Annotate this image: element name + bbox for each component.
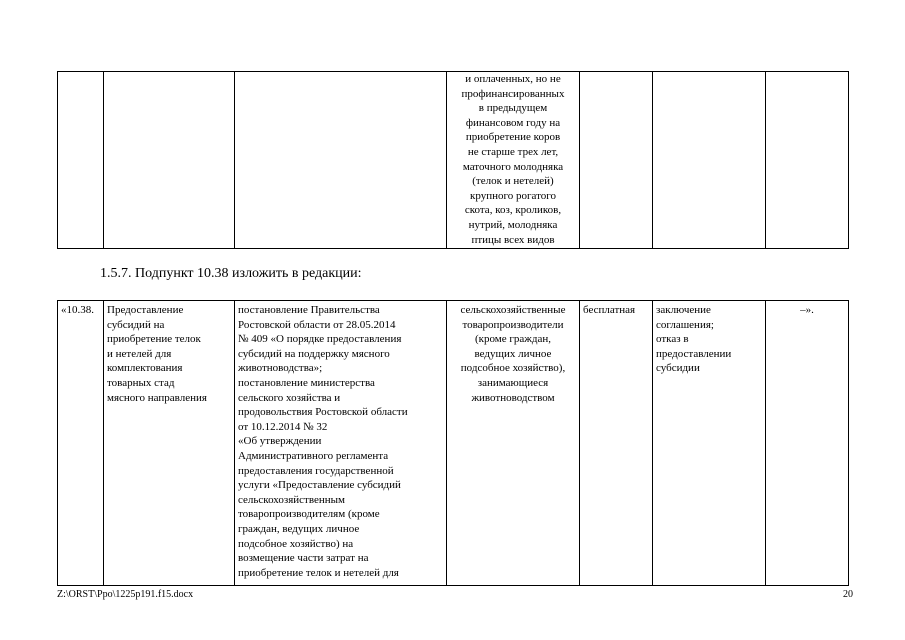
footer-file-path: Z:\ORST\Ppo\1225p191.f15.docx — [57, 589, 194, 600]
text-line: птицы всех видов — [471, 233, 555, 246]
text-line: субсидии — [656, 362, 700, 375]
closing-mark: –». — [800, 304, 814, 316]
text-line: приобретение телок и нетелей для — [238, 566, 399, 579]
text-line: постановление министерства — [238, 376, 375, 389]
text-line: товарных стад — [107, 376, 175, 389]
text-line: товаропроизводители — [462, 318, 564, 331]
text-line: в предыдущем — [478, 102, 548, 115]
fee-text: бесплатная — [583, 304, 636, 316]
recipients-cell — [447, 301, 580, 586]
text-line: профинансированных — [461, 87, 565, 100]
text-line: подсобное хозяйство), — [460, 362, 566, 375]
table-cell — [58, 72, 104, 249]
text-line: предоставлении — [656, 347, 732, 360]
text-line: Ростовской области от 28.05.2014 — [238, 318, 396, 331]
table-row — [58, 72, 849, 249]
table-cell — [104, 72, 235, 249]
text-line: от 10.12.2014 № 32 — [238, 420, 328, 433]
item-number: «10.38. — [61, 304, 94, 316]
text-line: (телок и нетелей) — [472, 175, 554, 188]
table-cell — [653, 72, 766, 249]
text-line: заключение — [656, 304, 711, 316]
text-line: скота, коз, кроликов, — [464, 204, 562, 217]
text-line: финансовом году на — [465, 116, 561, 129]
text-line: ведущих личное — [474, 347, 552, 360]
text-line: (кроме граждан, — [474, 333, 551, 346]
text-line: занимающиеся — [477, 376, 549, 389]
text-line: субсидий на поддержку мясного — [238, 347, 390, 360]
text-line: животноводством — [471, 391, 555, 404]
fee-cell — [580, 301, 653, 586]
text-line: мясного направления — [107, 391, 207, 404]
text-line: и оплаченных, но не — [465, 73, 561, 85]
text-line: приобретение телок — [107, 333, 201, 346]
table-row — [58, 301, 849, 586]
text-line: и нетелей для — [107, 347, 172, 360]
table-cell — [235, 72, 447, 249]
recipients-continuation-cell — [447, 72, 580, 249]
text-line: Административного регламента — [238, 449, 389, 462]
text-line: животноводства»; — [238, 362, 323, 375]
last-cell — [766, 301, 849, 586]
text-line: сельскохозяйственные — [460, 304, 566, 316]
text-line: маточного молодняка — [462, 160, 564, 173]
legal-basis-cell — [235, 301, 447, 586]
text-line: Предоставление — [107, 304, 184, 316]
text-line: соглашения; — [656, 318, 714, 331]
text-line: нутрий, молодняка — [468, 218, 558, 231]
text-line: не старше трех лет, — [467, 145, 559, 158]
page-number: 20 — [843, 589, 853, 600]
text-line: граждан, ведущих личное — [238, 522, 360, 535]
item-number-cell — [58, 301, 104, 586]
text-line: предоставления государственной — [238, 464, 394, 477]
text-line: приобретение коров — [465, 131, 561, 144]
text-line: комплектования — [107, 362, 183, 375]
result-cell — [653, 301, 766, 586]
text-line: подсобное хозяйство) на — [238, 537, 354, 550]
text-line: «Об утверждении — [238, 435, 322, 448]
text-line: № 409 «О порядке предоставления — [238, 333, 402, 346]
table-cell — [766, 72, 849, 249]
text-line: сельского хозяйства и — [238, 391, 341, 404]
text-line: постановление Правительства — [238, 304, 380, 316]
text-line: отказ в — [656, 333, 689, 346]
amended-table — [57, 300, 849, 586]
text-line: услуги «Предоставление субсидий — [238, 479, 401, 492]
service-name-cell — [104, 301, 235, 586]
table-cell — [580, 72, 653, 249]
text-line: товаропроизводителям (кроме — [238, 508, 380, 521]
previous-table — [57, 71, 849, 249]
text-line: крупного рогатого — [470, 189, 556, 202]
text-line: субсидий на — [107, 318, 165, 331]
text-line: продовольствия Ростовской области — [238, 406, 408, 419]
text-line: возмещение части затрат на — [238, 552, 369, 565]
section-heading: 1.5.7. Подпункт 10.38 изложить в редакции: — [100, 266, 362, 281]
text-line: сельскохозяйственным — [238, 493, 345, 506]
